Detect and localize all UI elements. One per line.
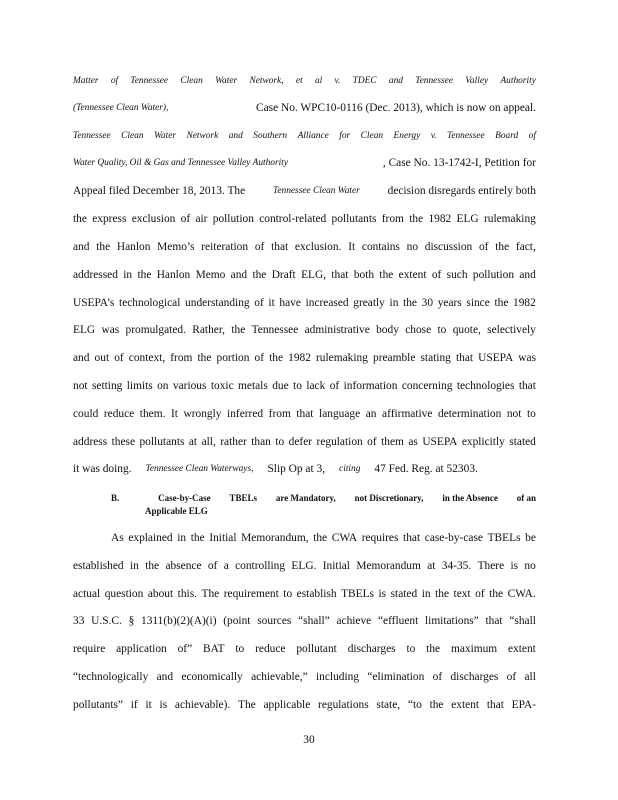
word: pollution bbox=[472, 269, 515, 281]
word: Tennessee bbox=[415, 76, 453, 86]
word: to bbox=[235, 643, 245, 655]
word: pollutants bbox=[331, 213, 377, 225]
word: “shall bbox=[509, 615, 536, 627]
word: the bbox=[96, 241, 111, 253]
word: could bbox=[73, 408, 99, 420]
heading-word: TBELs bbox=[229, 493, 258, 503]
text-run: it was doing. bbox=[73, 463, 132, 475]
word: of bbox=[207, 560, 218, 572]
word: Board bbox=[495, 131, 519, 141]
word: and bbox=[73, 352, 90, 364]
word: understanding bbox=[185, 297, 250, 309]
word: not bbox=[73, 380, 88, 392]
word: CWA. bbox=[507, 588, 536, 600]
word: it bbox=[145, 699, 152, 711]
word: 1982 bbox=[513, 297, 536, 309]
word: discharges bbox=[347, 643, 396, 655]
text-line bbox=[73, 323, 536, 337]
word: be bbox=[525, 532, 536, 544]
word: ELG. bbox=[291, 560, 317, 572]
word: USEPA bbox=[422, 436, 458, 448]
word: ELG, bbox=[301, 269, 327, 281]
word: on bbox=[157, 380, 169, 392]
word: including bbox=[316, 671, 360, 683]
word: both bbox=[353, 269, 375, 281]
word: due bbox=[272, 380, 289, 392]
text-line bbox=[73, 587, 536, 601]
word: pollutants” bbox=[73, 699, 123, 711]
text-line bbox=[73, 129, 536, 143]
word: technological bbox=[119, 297, 181, 309]
word: v. bbox=[334, 76, 341, 86]
word: Memorandum bbox=[356, 560, 421, 572]
text-line bbox=[73, 268, 536, 282]
word: administrative bbox=[304, 324, 370, 336]
word: Alliance bbox=[297, 131, 329, 141]
word: TBELs bbox=[341, 588, 374, 600]
word: Memo bbox=[195, 269, 226, 281]
heading-letter: B. bbox=[111, 493, 120, 503]
word: stating bbox=[420, 352, 451, 364]
text-line bbox=[73, 156, 536, 170]
word: technologies bbox=[456, 380, 515, 392]
word: to bbox=[437, 324, 447, 336]
word: to bbox=[293, 380, 302, 392]
word: them bbox=[381, 436, 404, 448]
heading-line-1 bbox=[111, 492, 536, 505]
word: that bbox=[296, 408, 314, 420]
word: and bbox=[519, 269, 536, 281]
word: Draft bbox=[271, 269, 296, 281]
heading-word: Case-by-Case bbox=[158, 493, 211, 503]
text-line bbox=[73, 435, 536, 449]
word: Hanlon bbox=[116, 241, 151, 253]
word: applicable bbox=[263, 699, 311, 711]
word: to bbox=[406, 643, 416, 655]
word: of bbox=[254, 297, 264, 309]
text-line bbox=[73, 212, 536, 226]
signal-italic: citing bbox=[339, 464, 361, 474]
word: that bbox=[455, 352, 474, 364]
text-line bbox=[111, 531, 536, 545]
word: these bbox=[111, 436, 136, 448]
word: that bbox=[486, 699, 504, 711]
word: to bbox=[283, 588, 293, 600]
word: of bbox=[254, 352, 265, 364]
word: portion bbox=[216, 352, 250, 364]
text-line bbox=[73, 379, 536, 393]
word: actual bbox=[73, 588, 101, 600]
word: address bbox=[73, 436, 108, 448]
word: of bbox=[478, 241, 489, 253]
word: require bbox=[73, 643, 106, 655]
word: case-by-case bbox=[424, 532, 483, 544]
word: the bbox=[426, 643, 441, 655]
word: various bbox=[172, 380, 207, 392]
word: that bbox=[403, 532, 421, 544]
word: and bbox=[228, 131, 243, 141]
word: than bbox=[251, 436, 271, 448]
word: Memo’s bbox=[157, 241, 195, 253]
heading-word: not Discretionary, bbox=[354, 493, 424, 503]
heading-word: are Mandatory, bbox=[275, 493, 336, 503]
case-name-italic: (Tennessee Clean Water), bbox=[73, 103, 169, 113]
word: this. bbox=[177, 588, 197, 600]
word: the bbox=[145, 560, 160, 572]
word: and bbox=[388, 76, 403, 86]
word: was bbox=[518, 352, 536, 364]
word: Tennessee bbox=[446, 131, 485, 141]
word: the bbox=[429, 699, 444, 711]
word: “technologically bbox=[73, 671, 149, 683]
word: the bbox=[495, 241, 510, 253]
word: achievable,” bbox=[251, 671, 308, 683]
word: in bbox=[177, 532, 187, 544]
word: Authority bbox=[500, 76, 536, 86]
word: Rather, bbox=[192, 324, 226, 336]
word: Memorandum, bbox=[241, 532, 309, 544]
word: establish bbox=[296, 588, 337, 600]
word: air bbox=[195, 213, 208, 225]
word: stated bbox=[390, 588, 418, 600]
word: of bbox=[114, 352, 124, 364]
word: preamble bbox=[373, 352, 416, 364]
word: It bbox=[348, 241, 356, 253]
word: It bbox=[170, 408, 178, 420]
word: ELG bbox=[73, 324, 96, 336]
word: and bbox=[230, 269, 248, 281]
word: inferred bbox=[227, 408, 264, 420]
word: not bbox=[506, 408, 522, 420]
word: as bbox=[408, 436, 418, 448]
word: and bbox=[156, 671, 174, 683]
word: extent bbox=[451, 699, 480, 711]
case-name-italic: Tennessee Clean Water bbox=[273, 186, 360, 196]
word: extent bbox=[398, 269, 427, 281]
word: in bbox=[389, 297, 399, 309]
word: such bbox=[446, 269, 468, 281]
word: of bbox=[528, 131, 536, 141]
word: greatly bbox=[353, 297, 385, 309]
word: v. bbox=[430, 131, 437, 141]
word: no bbox=[406, 241, 419, 253]
word: of bbox=[432, 671, 443, 683]
word: at bbox=[188, 436, 198, 448]
word: There bbox=[477, 560, 505, 572]
word: Water bbox=[153, 131, 177, 141]
word: Southern bbox=[253, 131, 288, 141]
word: Water bbox=[215, 76, 238, 86]
word: fact, bbox=[515, 241, 536, 253]
word: language bbox=[319, 408, 361, 420]
word: BAT bbox=[203, 643, 225, 655]
word: state, bbox=[376, 699, 401, 711]
word: in bbox=[129, 560, 139, 572]
word: the bbox=[231, 324, 246, 336]
word: 34-35. bbox=[441, 560, 472, 572]
word: Tennessee bbox=[251, 324, 299, 336]
word: As bbox=[111, 532, 124, 544]
word: selectively bbox=[487, 324, 536, 336]
word: requires bbox=[361, 532, 399, 544]
word: the bbox=[409, 213, 424, 225]
word: determination bbox=[438, 408, 502, 420]
word: Clean bbox=[360, 131, 384, 141]
text-run: Slip Op at 3, bbox=[267, 463, 326, 475]
word: Valley bbox=[465, 76, 489, 86]
word: maximum bbox=[450, 643, 498, 655]
word: is bbox=[159, 699, 168, 711]
word: express bbox=[92, 213, 127, 225]
word: The bbox=[238, 699, 256, 711]
word: information bbox=[343, 380, 398, 392]
word: wrongly bbox=[183, 408, 222, 420]
word: years bbox=[437, 297, 462, 309]
word: that bbox=[331, 269, 349, 281]
word: 1982 bbox=[428, 213, 452, 225]
word: achieve bbox=[336, 615, 372, 627]
word: the bbox=[494, 297, 509, 309]
word: quote, bbox=[452, 324, 481, 336]
word: Network, bbox=[249, 76, 284, 86]
word: pollutants bbox=[139, 436, 185, 448]
word: of bbox=[475, 588, 485, 600]
word: at bbox=[427, 560, 436, 572]
word: Energy bbox=[393, 131, 421, 141]
word: The bbox=[201, 588, 220, 600]
word: to bbox=[275, 436, 285, 448]
word: EPA- bbox=[511, 699, 536, 711]
word: explicitly bbox=[461, 436, 505, 448]
word: to bbox=[526, 408, 536, 420]
word: requirement bbox=[223, 588, 279, 600]
word: Tennessee bbox=[130, 76, 169, 86]
word: TDEC bbox=[352, 76, 377, 86]
word: if bbox=[130, 699, 138, 711]
word: established bbox=[73, 560, 124, 572]
word: about bbox=[147, 588, 174, 600]
word: defer bbox=[288, 436, 313, 448]
word: application bbox=[116, 643, 167, 655]
word: explained bbox=[128, 532, 173, 544]
citation-text: 47 Fed. Reg. at 52303. bbox=[374, 463, 478, 475]
text-line bbox=[73, 698, 536, 712]
word: was bbox=[101, 324, 120, 336]
word: out bbox=[94, 352, 110, 364]
word: promulgated. bbox=[125, 324, 186, 336]
word: affirmative bbox=[382, 408, 433, 420]
word: the bbox=[313, 532, 328, 544]
word: all bbox=[524, 671, 536, 683]
word: Initial bbox=[322, 560, 350, 572]
word: the bbox=[137, 269, 152, 281]
word: from bbox=[268, 408, 291, 420]
word: discussion bbox=[424, 241, 473, 253]
text-line bbox=[73, 101, 536, 115]
word: addressed bbox=[73, 269, 118, 281]
word: metals bbox=[238, 380, 268, 392]
word: the bbox=[190, 532, 205, 544]
word: “shall” bbox=[298, 615, 330, 627]
word: 30 bbox=[421, 297, 434, 309]
section-heading bbox=[111, 492, 536, 518]
word: from bbox=[381, 213, 404, 225]
word: regulation bbox=[316, 436, 363, 448]
word: reduce bbox=[255, 643, 286, 655]
text-run: decision disregards entirely both bbox=[387, 185, 536, 197]
word: Initial bbox=[209, 532, 237, 544]
text-line bbox=[73, 74, 536, 88]
word: of bbox=[431, 269, 442, 281]
word: exclusion bbox=[131, 213, 176, 225]
word: that bbox=[485, 615, 503, 627]
word: have bbox=[279, 297, 301, 309]
text-run: Appeal filed December 18, 2013. The bbox=[73, 185, 246, 197]
word: context, bbox=[128, 352, 166, 364]
word: the bbox=[252, 269, 267, 281]
word: of bbox=[506, 671, 517, 683]
word: in bbox=[421, 588, 431, 600]
heading-line-2: Applicable ELG bbox=[145, 506, 208, 516]
word: pollutant bbox=[296, 643, 337, 655]
word: “elimination bbox=[367, 671, 425, 683]
word: reduce bbox=[103, 408, 135, 420]
word: rulemaking bbox=[316, 352, 368, 364]
word: Hanlon bbox=[156, 269, 191, 281]
word: regulations bbox=[318, 699, 369, 711]
word: of bbox=[110, 76, 119, 86]
word: the bbox=[197, 352, 212, 364]
word: question bbox=[104, 588, 144, 600]
word: Network bbox=[186, 131, 219, 141]
word: “effluent bbox=[377, 615, 419, 627]
word: CWA bbox=[331, 532, 358, 544]
word: the bbox=[403, 297, 417, 309]
word: extent bbox=[508, 643, 536, 655]
word: them. bbox=[139, 408, 166, 420]
word: USEPA bbox=[478, 352, 514, 364]
word: control-related bbox=[259, 213, 327, 225]
text-line bbox=[73, 462, 536, 476]
word: an bbox=[365, 408, 377, 420]
text-line bbox=[73, 670, 536, 684]
word: pollution bbox=[212, 213, 254, 225]
word: of bbox=[254, 241, 265, 253]
text-line bbox=[73, 240, 536, 254]
word: a bbox=[223, 560, 229, 572]
text-line bbox=[73, 184, 536, 198]
word: and bbox=[73, 241, 90, 253]
word: increased bbox=[305, 297, 349, 309]
word: achievable). bbox=[174, 699, 231, 711]
word: Matter bbox=[73, 76, 99, 86]
word: economically bbox=[181, 671, 243, 683]
word: since bbox=[466, 297, 490, 309]
word: toxic bbox=[210, 380, 234, 392]
case-name-italic: Water Quality, Oil & Gas and Tennessee Valley Authority bbox=[73, 158, 289, 168]
word: limitations” bbox=[424, 615, 479, 627]
word: et bbox=[295, 76, 303, 86]
word: of bbox=[367, 436, 377, 448]
word: chose bbox=[405, 324, 432, 336]
word: body bbox=[376, 324, 399, 336]
heading-word: in the Absence bbox=[442, 493, 498, 503]
text-run: Case No. WPC10-0116 (Dec. 2013), which is now on appeal. bbox=[256, 102, 536, 114]
word: text bbox=[453, 588, 471, 600]
word: sources bbox=[257, 615, 292, 627]
word: is bbox=[378, 588, 387, 600]
word: U.S.C. bbox=[91, 615, 122, 627]
word: of bbox=[329, 380, 340, 392]
word: rather bbox=[220, 436, 247, 448]
word: contains bbox=[361, 241, 400, 253]
word: TBELs bbox=[487, 532, 521, 544]
word: Clean bbox=[121, 131, 144, 141]
word: al bbox=[314, 76, 323, 86]
word: is bbox=[510, 560, 519, 572]
text-line bbox=[73, 559, 536, 573]
text-line bbox=[73, 614, 536, 628]
word: that bbox=[518, 380, 536, 392]
word: the bbox=[435, 588, 450, 600]
word: setting bbox=[91, 380, 123, 392]
word: it bbox=[268, 297, 275, 309]
word: for bbox=[339, 131, 351, 141]
word: USEPA’s bbox=[73, 297, 115, 309]
word: “to bbox=[407, 699, 422, 711]
word: from bbox=[170, 352, 193, 364]
case-name-italic: Tennessee Clean Waterways, bbox=[145, 464, 254, 474]
word: the bbox=[269, 352, 284, 364]
word: of” bbox=[177, 643, 193, 655]
word: in bbox=[123, 269, 133, 281]
word: lack bbox=[306, 380, 326, 392]
word: that bbox=[271, 241, 289, 253]
text-line bbox=[73, 296, 536, 310]
text-run: , Case No. 13-1742-I, Petition for bbox=[382, 157, 536, 169]
word: rulemaking bbox=[483, 213, 536, 225]
word: concerning bbox=[401, 380, 453, 392]
word: the bbox=[489, 588, 504, 600]
word: no bbox=[524, 560, 536, 572]
word: the bbox=[379, 269, 394, 281]
word: controlling bbox=[235, 560, 286, 572]
word: limits bbox=[126, 380, 153, 392]
word: of bbox=[180, 213, 191, 225]
heading-word: of an bbox=[516, 493, 536, 503]
word: discharges bbox=[450, 671, 499, 683]
word: 33 bbox=[73, 615, 85, 627]
word: exclusion. bbox=[294, 241, 342, 253]
page-number: 30 bbox=[303, 734, 315, 746]
word: (point bbox=[223, 615, 251, 627]
word: § bbox=[128, 615, 135, 627]
text-line bbox=[73, 642, 536, 656]
word: 1982 bbox=[288, 352, 311, 364]
word: Tennessee bbox=[73, 131, 111, 141]
text-line bbox=[73, 351, 536, 365]
word: reiteration bbox=[201, 241, 249, 253]
word: all, bbox=[201, 436, 216, 448]
word: ELG bbox=[456, 213, 479, 225]
word: 1311(b)(2)(A)(i) bbox=[141, 615, 217, 627]
word: absence bbox=[165, 560, 202, 572]
word: Clean bbox=[180, 76, 203, 86]
word: the bbox=[73, 213, 87, 225]
text-line bbox=[73, 407, 536, 421]
word: stated bbox=[509, 436, 536, 448]
